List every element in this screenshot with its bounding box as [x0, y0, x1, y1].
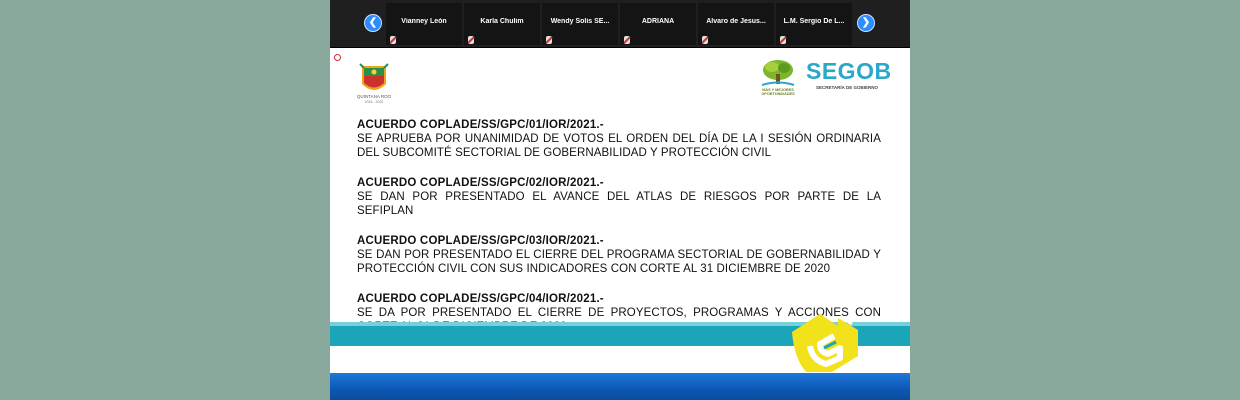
participant-strip [330, 0, 910, 48]
participant-tile[interactable] [776, 3, 852, 45]
agreement-item [357, 176, 881, 218]
taskbar-stub [330, 378, 344, 400]
mic-muted-icon [546, 36, 552, 44]
shared-screen [330, 0, 910, 400]
tree-logo [758, 58, 798, 92]
yellow-motif-icon [780, 312, 880, 374]
participant-name: L.M. Sergio De L... [783, 18, 845, 25]
mic-muted-icon [780, 36, 786, 44]
participant-tile[interactable] [620, 3, 696, 45]
agreement-code: ACUERDO COPLADE/SS/GPC/01/IOR/2021.- [357, 119, 604, 131]
taskbar [330, 373, 910, 400]
participant-name: Alvaro de Jesus... [706, 18, 766, 25]
agreement-code: ACUERDO COPLADE/SS/GPC/04/IOR/2021.- [357, 293, 604, 305]
participant-tile[interactable] [386, 3, 462, 45]
segob-title: SEGOB [806, 58, 892, 84]
participant-name: Karla Chulim [480, 18, 524, 25]
mic-muted-icon [468, 36, 474, 44]
participant-tile[interactable] [464, 3, 540, 45]
agreement-item [357, 234, 881, 276]
agreement-text: SE DAN POR PRESENTADO EL CIERRE DEL PROGRAMA SECTORIAL DE GOBERNABILIDAD Y PROTECCIÓN CIVIL CON SUS INDICADORES CON CORTE AL 31 DICIEMBRE DE 2020 [357, 249, 881, 275]
participant-tile[interactable] [542, 3, 618, 45]
quintana-roo-years: 2016 - 2022 [364, 100, 384, 104]
mic-muted-icon [702, 36, 708, 44]
quintana-roo-caption: QUINTANA ROO [356, 94, 392, 99]
agreement-item [357, 118, 881, 160]
presentation-slide [330, 48, 910, 348]
participant-name: Wendy Solis SE... [550, 18, 610, 25]
agreement-code: ACUERDO COPLADE/SS/GPC/02/IOR/2021.- [357, 177, 604, 189]
mic-muted-icon [624, 36, 630, 44]
agreement-code: ACUERDO COPLADE/SS/GPC/03/IOR/2021.- [357, 235, 604, 247]
agreement-text: SE DAN POR PRESENTADO EL AVANCE DEL ATLAS DE RIESGOS POR PARTE DE LA SEFIPLAN [357, 191, 881, 217]
agreement-text: SE DA POR PRESENTADO EL CIERRE DE PROYECTOS, PROGRAMAS Y ACCIONES CON [357, 307, 881, 319]
chevron-right-icon[interactable]: ❯ [857, 14, 875, 32]
participant-name: Vianney León [401, 18, 447, 25]
participant-name: ADRIANA [641, 18, 675, 25]
chevron-left-icon[interactable]: ❮ [364, 14, 382, 32]
agreement-text: SE APRUEBA POR UNANIMIDAD DE VOTOS EL ORDEN DEL DÍA DE LA I SESIÓN ORDINARIA DEL SUBCOMITÉ SECTORIAL DE GOBERNABILIDAD Y PROTECCIÓN CIVIL [357, 133, 881, 159]
participant-tile[interactable] [698, 3, 774, 45]
record-indicator-icon [334, 54, 341, 61]
segob-subtitle: SECRETARÍA DE GOBIERNO [816, 85, 879, 90]
tree-logo-caption: MÁS Y MEJORES OPORTUNIDADES [761, 88, 795, 97]
mic-muted-icon [390, 36, 396, 44]
